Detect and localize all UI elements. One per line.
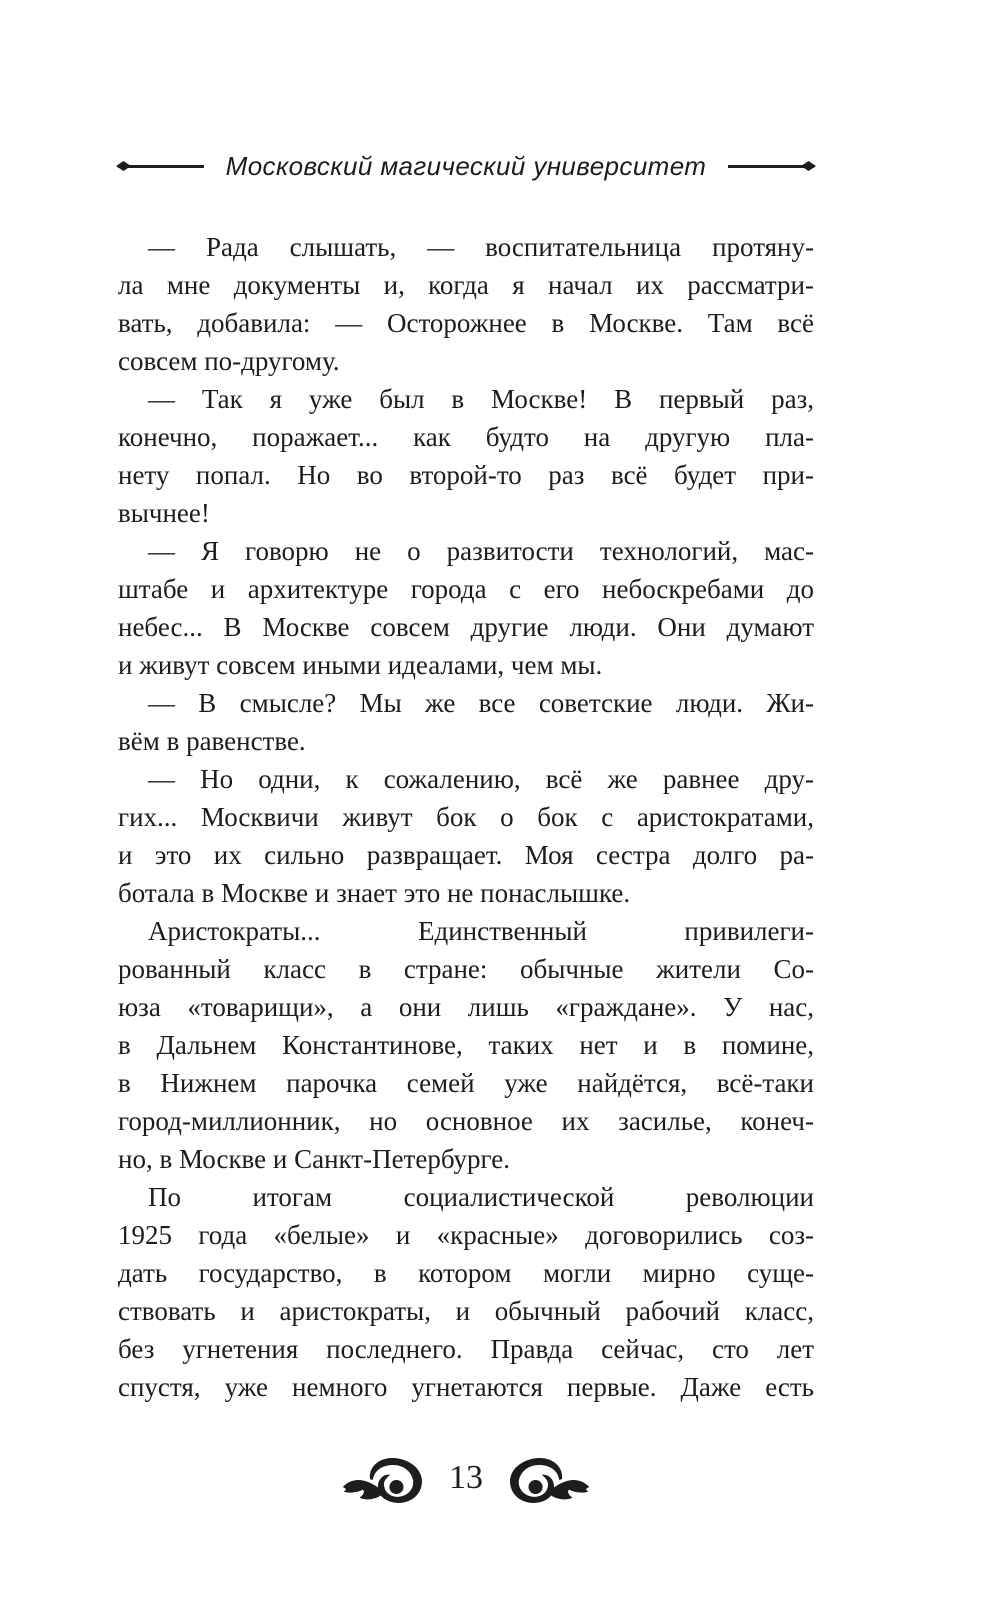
text-line: конечно, поражает... как будто на другую пла-	[118, 422, 814, 452]
text-line: рованный класс в стране: обычные жители Со-	[118, 954, 814, 984]
text-line: в Дальнем Константинове, таких нет и в помине,	[118, 1030, 814, 1060]
text-line: — В смысле? Мы же все советские люди. Жи-	[148, 688, 814, 718]
header-rule-left	[118, 165, 204, 168]
paragraph	[118, 228, 814, 380]
arrow-diamond-left-icon	[116, 161, 131, 171]
text-line: штабе и архитектуре города с его небоскребами до	[118, 574, 814, 604]
text-block	[118, 228, 814, 1406]
text-line: и это их сильно развращает. Моя сестра долго ра-	[118, 840, 814, 870]
text-line: город-миллионник, но основное их засилье, конеч-	[118, 1106, 814, 1136]
page-footer	[118, 1452, 814, 1508]
text-line: вычнее!	[118, 498, 210, 528]
text-line: — Но одни, к сожалению, всё же равнее дру-	[148, 764, 814, 794]
text-line: ботала в Москве и знает это не понаслышке.	[118, 878, 631, 908]
arrow-diamond-right-icon	[801, 161, 816, 171]
text-line: — Так я уже был в Москве! В первый раз,	[148, 384, 814, 414]
flourish-right-icon	[503, 1455, 591, 1505]
text-line: По итогам социалистической революции	[148, 1182, 814, 1212]
text-line: вать, добавила: — Осторожнее в Москве. Там всё	[118, 308, 814, 338]
paragraph	[118, 380, 814, 532]
paragraph	[118, 532, 814, 684]
text-line: Аристократы... Единственный привилеги-	[148, 916, 814, 946]
text-line: гих... Москвичи живут бок о бок с аристократами,	[118, 802, 814, 832]
text-line: без угнетения последнего. Правда сейчас, сто лет	[118, 1334, 814, 1364]
flourish-left-icon	[341, 1455, 429, 1505]
text-line: совсем по-другому.	[118, 346, 340, 376]
paragraph	[118, 760, 814, 912]
page-title: Московский магический университет	[225, 150, 707, 181]
text-line: ла мне документы и, когда я начал их рассматри-	[118, 270, 814, 300]
text-line: — Я говорю не о развитости технологий, мас-	[148, 536, 814, 566]
text-line: ствовать и аристократы, и обычный рабочий класс,	[118, 1296, 814, 1326]
text-line: дать государство, в котором могли мирно суще-	[118, 1258, 814, 1288]
paragraph	[118, 1178, 814, 1406]
running-header	[118, 150, 814, 182]
text-line: 1925 года «белые» и «красные» договорились соз-	[118, 1220, 814, 1250]
text-line: юза «товарищи», а они лишь «граждане». У нас,	[118, 992, 814, 1022]
text-line: и живут совсем иными идеалами, чем мы.	[118, 650, 603, 680]
paragraph	[118, 912, 814, 1178]
text-line: вём в равенстве.	[118, 726, 306, 756]
text-line: небес... В Москве совсем другие люди. Они думают	[118, 612, 814, 642]
page-number: 13	[449, 1459, 483, 1496]
text-line: — Рада слышать, — воспитательница протяну-	[148, 232, 814, 262]
text-line: нету попал. Но во второй-то раз всё будет при-	[118, 460, 814, 490]
header-rule-right	[728, 165, 814, 168]
text-line: спустя, уже немного угнетаются первые. Даже есть	[118, 1372, 814, 1402]
paragraph	[118, 684, 814, 760]
text-line: в Нижнем парочка семей уже найдётся, всё-таки	[118, 1068, 814, 1098]
text-line: но, в Москве и Санкт-Петербурге.	[118, 1144, 511, 1174]
